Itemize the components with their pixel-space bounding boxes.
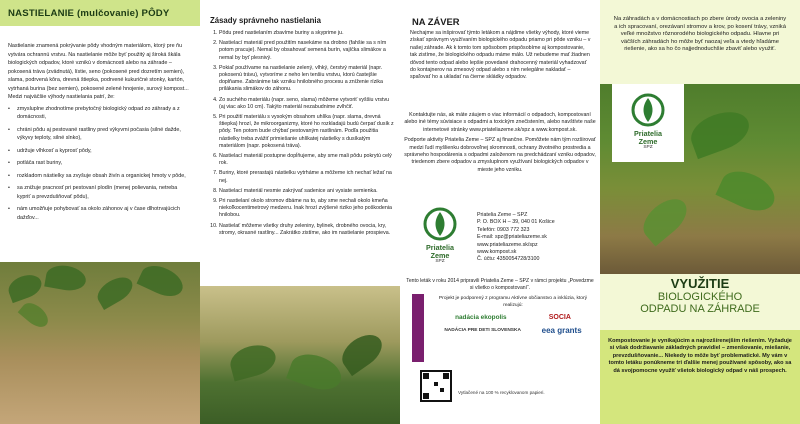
leaf-shape — [686, 105, 755, 159]
donation-text: Podporte aktivity Priatelia Zeme – SPZ aj finančne. Pomôžete nám tým rozširovať medzi ľudí myšlienku dobrovoľnej skromnosti, ochrany životného prostredia a správneho hospodárenia s odpadmi založenom na predchádzaní vzniku odpadov, triedenom zbere odpadov a zmysluplnom využívaní biologických odpadov v mieste jeho vzniku. — [404, 137, 596, 173]
leaf-shape — [137, 260, 188, 302]
recycled-note: Vytlačené na 100 % recyklovanom papieri. — [458, 390, 545, 395]
ministry-logo — [412, 294, 424, 362]
list-item: 2. Nastielací materiál pred použitím nasekáme na drobno (fahšie sa s ním potom pracuje). Nemal by obsahovať semená burín, vajíčka slimákov a nemal by byť plesnivý. — [219, 40, 394, 62]
rules-body — [208, 30, 394, 240]
list-item: • rozkladom nástielky sa zvyšuje obsah živín a organickej hmoty v pôde, — [8, 172, 192, 181]
socia-logo: SOCIA — [548, 314, 571, 321]
email-line: E-mail: spz@priateliazeme.sk — [477, 234, 547, 241]
project-text: Projekt je podporený z programu Aktívne občianstvo a inklúzia, ktorý realizujú: — [438, 296, 588, 308]
list-item: 5. Pri použití materiálu s vysokým obsahom uhlíka (napr. slama, drevná štiepka) hrozí, že mikroorganizmy, ktoré ho rozkladajú budú čerpať dusík z pôdy. Ten potom bude chýbať pestovaným rastlinám. Podľa použitia nástielky treba zvážiť primiešanie uhlíkatej nástielky s dusíkatým materiálom (napr. pokosená tráva). — [219, 114, 394, 150]
list-item: • potláča rast buriny, — [8, 159, 192, 168]
cover-intro: Na záhradách a v domácnostiach po zbere úrody ovocia a zeleniny a ich spracovaní, orezávaní stromov a krov, po kosení trávy, vzniká veľké množstvo rôznorodého biologického odpadu. Hlavne pri väčších záhradách ho môže byť naozaj veľa a vtedy hľadáme riešenie, ako sa ho čo najjednoduchšie zbaviť alebo využiť. — [613, 16, 787, 53]
list-item: • nám umožňuje pohybovať sa okolo záhonov aj v čase dlhotrvajúcich dažďov... — [8, 205, 192, 222]
list-item: 9. Pri nastielaní okolo stromov dbáme na to, aby sme nechali okolo kmeňa niekoľkocentimetrový medzeru. Inak hrozí zvýšené riziko jeho poškodenia hnilobou. — [219, 198, 394, 220]
priatelia-zeme-logo-icon — [420, 206, 460, 242]
project-note — [434, 296, 592, 334]
leaf-shape — [44, 263, 88, 294]
logo-line: Priatelia — [634, 129, 662, 138]
conclusion-title: NA ZÁVER — [412, 16, 460, 27]
ekopolis-logo: nadácia ekopolis — [455, 314, 507, 321]
mulching-benefits-list — [8, 105, 192, 223]
logo-line: SPZ — [435, 259, 445, 265]
web-link[interactable]: www.kompost.sk — [477, 249, 517, 256]
list-item: • chráni pôdu aj pestované rastliny pred výkyvmi počasia (silné dažde, výkyvy teploty, silné slnko), — [8, 126, 192, 143]
address-line: Priatelia Zeme – SPZ — [477, 212, 528, 218]
list-item: 3. Pokiaľ používame na nastielanie zelený, vlhký, čerstvý materiál (napr. pokosenú trávu), vytvoríme z neho len tenšiu vrstvu, ktorú častejšie doplňame. Zabránime tak vzniku hnilobného procesu a zníženie rízika prilákania slimákov do záhonu. — [219, 65, 394, 94]
address-block — [477, 212, 597, 264]
logo-wordmark — [612, 130, 684, 150]
list-item: • udržuje vlhkosť a kyprosť pôdy, — [8, 147, 192, 156]
partner-logos — [434, 315, 592, 322]
mulching-intro: Nastielanie znamená pokrývanie pôdy vhodným materiálom, ktorý pre ňu vytvára ochrannú vrstvu. Na nastielanie môže byť použitý aj široká škála biologických odpadov, ktoré vznikú v domácnosti alebo na záhrade – pokosená tráva (zvädnutá), lístie, seno (pokosené pred dozretím semien), slama, podrvená kôra, drevná štiepka, podrvené kukuričné stonky, kartón, vytrhaná burina (bez semien), pokosené zelené hnojenie, surový kompost... Medzi najväčšie výhody nastielania patrí, že: — [8, 43, 189, 100]
list-item: 10. Nastielať môžeme všetky druhy zeleniny, bylinek, drobného ovocia, kry, stromy, okrasné rastliny... Zakrátko zistíme, ako im nastielanie prospieva. — [219, 223, 394, 237]
leaf-shape — [5, 271, 44, 303]
rules-title: Zásady správneho nastielania — [210, 16, 321, 25]
mulch-photo — [0, 262, 200, 424]
nadacia-logo: NADÁCIA PRE DETI SLOVENSKA — [444, 327, 521, 333]
leaf-shape — [227, 341, 279, 382]
logo-line: Priatelia — [426, 243, 454, 252]
contact-text: Kontaktujte nás, ak máte záujem o viac informácií o odpadoch, kompostovaní alebo iné témy súvisiace s odpadmi a toxickým znečistením, alebo navštívte naše internetové stránky www.priateliazeme.sk/spz a www.kompost.sk. — [404, 112, 596, 133]
cover-title — [600, 276, 800, 315]
leaf-shape — [715, 164, 780, 218]
priatelia-zeme-logo-icon — [628, 92, 668, 128]
web-link[interactable]: www.priateliazeme.sk/spz — [477, 241, 538, 248]
support-note: Tento leták v roku 2014 pripravili Priatelia Zeme – SPZ v rámci projektu „Povedzme si všetko o kompostovaní“. — [406, 278, 594, 291]
list-item: • zmysluplne zhodnotíme prebytočný biologický odpad zo záhrady a z domácnosti, — [8, 105, 192, 122]
logo-line: Zeme — [638, 136, 658, 146]
leaf-shape — [286, 348, 346, 396]
conclusion-text: Nechajme sa inšpirovať týmto letákom a nájdime všetky výhody, ktoré vieme získať správnym využívaním biologického odpadu priamo pri pôde vzniku – v našej záhrade. Ak k tomto tom spôsobom prispôsobíme aj kompostovanie, tak zistíme, že biologického odpadu máme málo. Už nebudeme mať žiadnen dôvod tento odpad alebo lepšie povedané drahocenný materiál vyhadzovať do kontajnerov na zmesový odpad alebo s ním nelegálne nakladať – spaľovať ho a ukladať na čierne skládky odpadov. — [410, 30, 591, 81]
cover-bottom-text: Kompostovanie je vynikajúcim a najrozšírenejším riešením. Vyžaduje si však dodržiavanie základných pravidiel – zmenšovanie, miešanie, prevzdušňovanie... Niekedy to môže byť problematické. My vám v tomto letáku ponúkneme tri ďalšie menej používané spôsoby, ako sa dá svojpomocne využiť všetok biologický odpad v náš prospech. — [608, 338, 792, 374]
leaf-shape — [336, 328, 388, 376]
address-line: P. O. BOX H – 39, 040 01 Košice — [477, 219, 555, 226]
garden-photo — [200, 286, 400, 424]
list-item: 8. Nastielací materiál nesmie zakrývať sadenice ani vysiate semienka. — [219, 188, 394, 195]
logo-wordmark — [412, 244, 468, 264]
leaf-shape — [18, 298, 53, 331]
list-item: • sa znižuje pracnosť pri pestovaní plodín (menej polievania, netreba kypriť a prevzdušňovať pôdu), — [8, 184, 192, 201]
mulching-body — [8, 42, 192, 226]
bank-account-line: Č. účtu: 4350054728/3100 — [477, 256, 540, 263]
leaf-shape — [636, 191, 694, 246]
list-item: 4. Zo suchého materiálu (napr. seno, slama) môžeme vytvoriť vyššiu vrstvu (aj viac ako 10 cm). Takýto materiál nezabudnime zvlhčiť. — [219, 97, 394, 111]
phone-line: Telefón: 0903 772 323 — [477, 226, 530, 233]
logo-line: Zeme — [430, 250, 450, 260]
title-line: BIOLOGICKÉHO — [657, 291, 743, 303]
cover-logo-box — [612, 84, 684, 162]
mulching-title: NASTIELANIE (mulčovanie) PÔDY — [8, 8, 170, 19]
qr-code-icon — [420, 370, 452, 402]
eea-grants-logo: eea grants — [541, 325, 582, 335]
partner-logos-row-2 — [434, 325, 592, 335]
logo-line: SPZ — [643, 145, 653, 151]
rules-list — [208, 30, 394, 237]
list-item: 6. Nastielací materiál postupne dopĺňujeme, aby sme mali pôdu pokrytú celý rok. — [219, 153, 394, 167]
contact-section — [404, 112, 596, 177]
leaf-shape — [93, 272, 137, 310]
title-line: VYUŽITIE — [670, 276, 730, 291]
list-item: 7. Buriny, ktoré prerastajú nástielku vytrháme a môžeme ich nechať ležať na nej. — [219, 170, 394, 184]
list-item: 1. Pôdu pred nastielaním zbavíme buriny a skyprime ju. — [219, 30, 394, 37]
title-line: ODPADU NA ZÁHRADE — [640, 303, 760, 315]
